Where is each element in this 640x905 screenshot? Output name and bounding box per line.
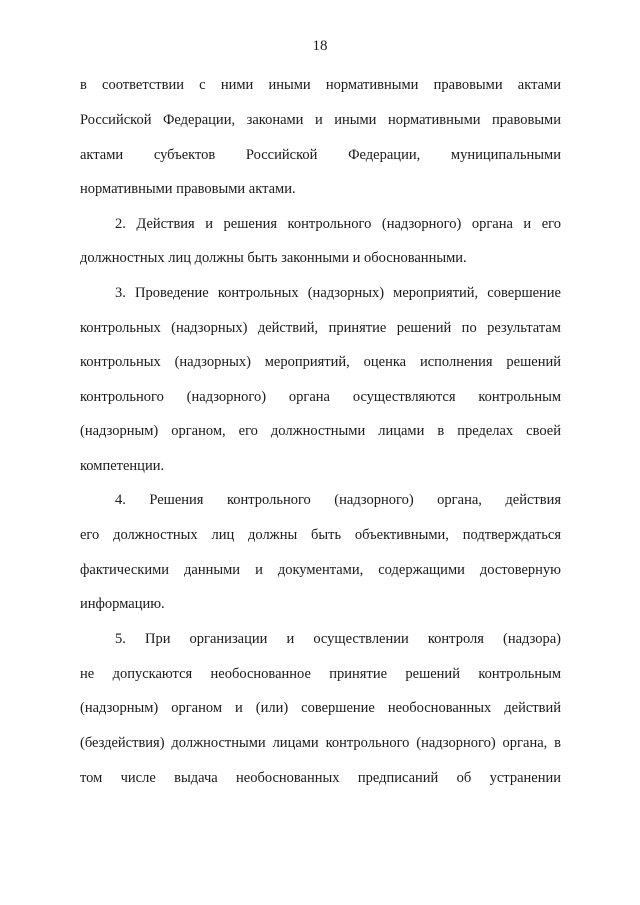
text-line: компетенции. xyxy=(80,458,165,474)
text-line: не допускаются необоснованное принятие решений контрольным xyxy=(80,666,561,682)
page-number: 18 xyxy=(312,38,328,54)
text-line: (надзорным) органом, его должностными лицами в пределах своей xyxy=(80,423,561,439)
text-line: (бездействия) должностными лицами контрольного (надзорного) органа, в xyxy=(80,735,561,751)
text-line: нормативными правовыми актами. xyxy=(80,181,296,197)
text-line: информацию. xyxy=(80,596,165,612)
text-line: контрольных (надзорных) мероприятий, оценка исполнения решений xyxy=(80,354,561,370)
text-line: актами субъектов Российской Федерации, муниципальными xyxy=(80,147,561,163)
text-line: фактическими данными и документами, содержащими достоверную xyxy=(80,562,561,578)
text-line: том числе выдача необоснованных предписаний об устранении xyxy=(80,770,561,786)
text-line: Российской Федерации, законами и иными нормативными правовыми xyxy=(80,112,561,128)
paragraph-first-line: 3. Проведение контрольных (надзорных) мероприятий, совершение xyxy=(115,285,561,301)
text-line: должностных лиц должны быть законными и обоснованными. xyxy=(80,250,467,266)
paragraph-first-line: 4. Решения контрольного (надзорного) органа, действия xyxy=(115,492,561,508)
paragraph-first-line: 2. Действия и решения контрольного (надзорного) органа и его xyxy=(115,216,561,232)
paragraph-first-line: 5. При организации и осуществлении контроля (надзора) xyxy=(115,631,561,647)
text-line: в соответствии с ними иными нормативными правовыми актами xyxy=(80,77,561,93)
text-line: контрольного (надзорного) органа осуществляются контрольным xyxy=(80,389,561,405)
text-line: контрольных (надзорных) действий, принятие решений по результатам xyxy=(80,320,561,336)
text-line: его должностных лиц должны быть объективными, подтверждаться xyxy=(80,527,561,543)
text-line: (надзорным) органом и (или) совершение необоснованных действий xyxy=(80,700,561,716)
